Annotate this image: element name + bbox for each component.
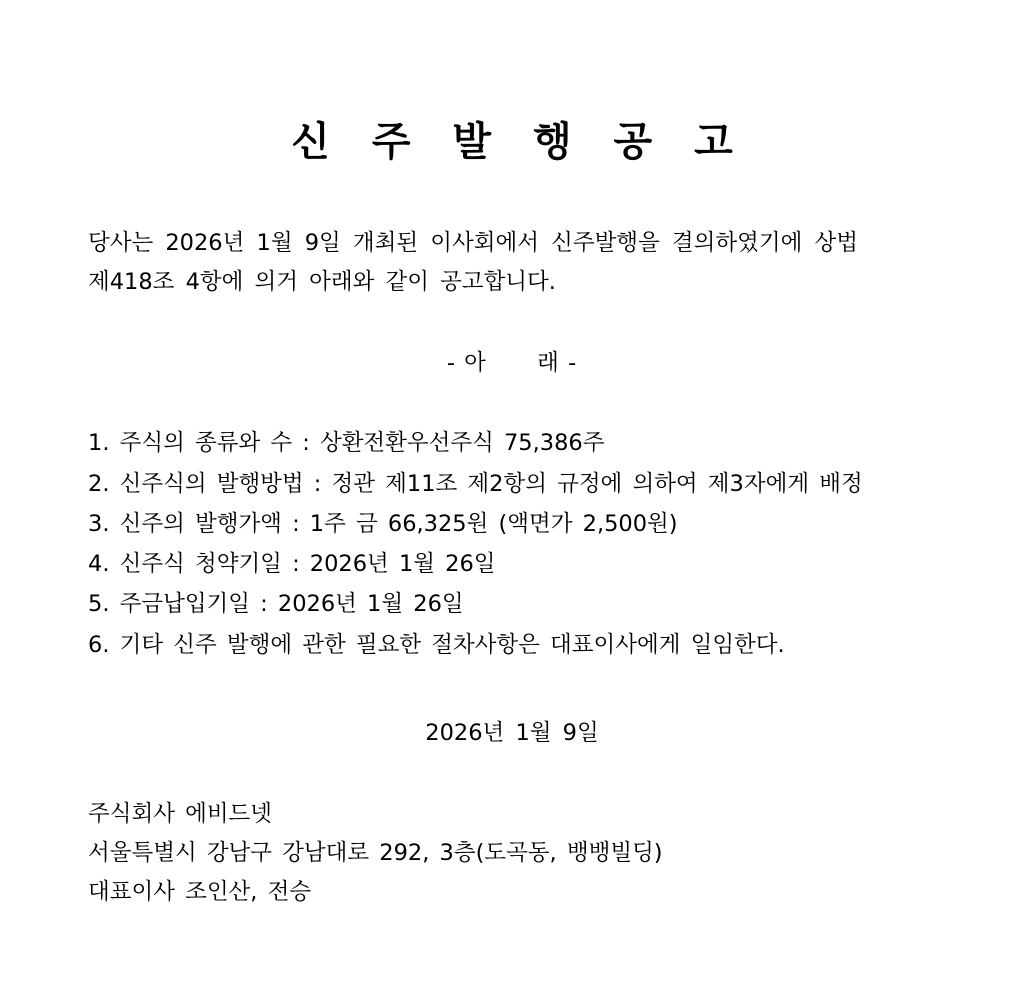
- page-title: 신 주 발 행 공 고: [291, 119, 747, 165]
- notice-date: 2026년 1월 9일: [425, 719, 599, 746]
- section-divider: [88, 345, 936, 377]
- divider-word-2: 래: [537, 350, 560, 377]
- divider-word-1: 아: [464, 350, 487, 377]
- list-item: 4. 신주식 청약기일 : 2026년 1월 26일: [88, 551, 496, 578]
- intro-line-2: 제418조 4항에 의거 아래와 같이 공고합니다.: [88, 268, 556, 295]
- representative-name: 대표이사 조인산, 전승: [88, 879, 312, 906]
- company-address: 서울특별시 강남구 강남대로 292, 3층(도곡동, 뱅뱅빌딩): [88, 840, 663, 867]
- divider-dash-right: -: [568, 350, 578, 377]
- intro-line-1: 당사는 2026년 1월 9일 개최된 이사회에서 신주발행을 결의하였기에 상법: [88, 230, 858, 256]
- divider-dash-left: -: [446, 350, 456, 377]
- list-item: 2. 신주식의 발행방법 : 정관 제11조 제2항의 규정에 의하여 제3자에게 배정: [88, 470, 863, 497]
- list-item: 6. 기타 신주 발행에 관한 필요한 절차사항은 대표이사에게 일임한다.: [88, 631, 785, 658]
- clause-list: [88, 423, 936, 665]
- intro-paragraph: [88, 224, 936, 301]
- list-item: 5. 주금납입기일 : 2026년 1월 26일: [88, 591, 464, 618]
- signature-block: [88, 795, 936, 912]
- list-item: 3. 신주의 발행가액 : 1주 금 66,325원 (액면가 2,500원): [88, 510, 678, 537]
- company-name: 주식회사 에비드넷: [88, 800, 273, 827]
- list-item: 1. 주식의 종류와 수 : 상환전환우선주식 75,386주: [88, 430, 605, 457]
